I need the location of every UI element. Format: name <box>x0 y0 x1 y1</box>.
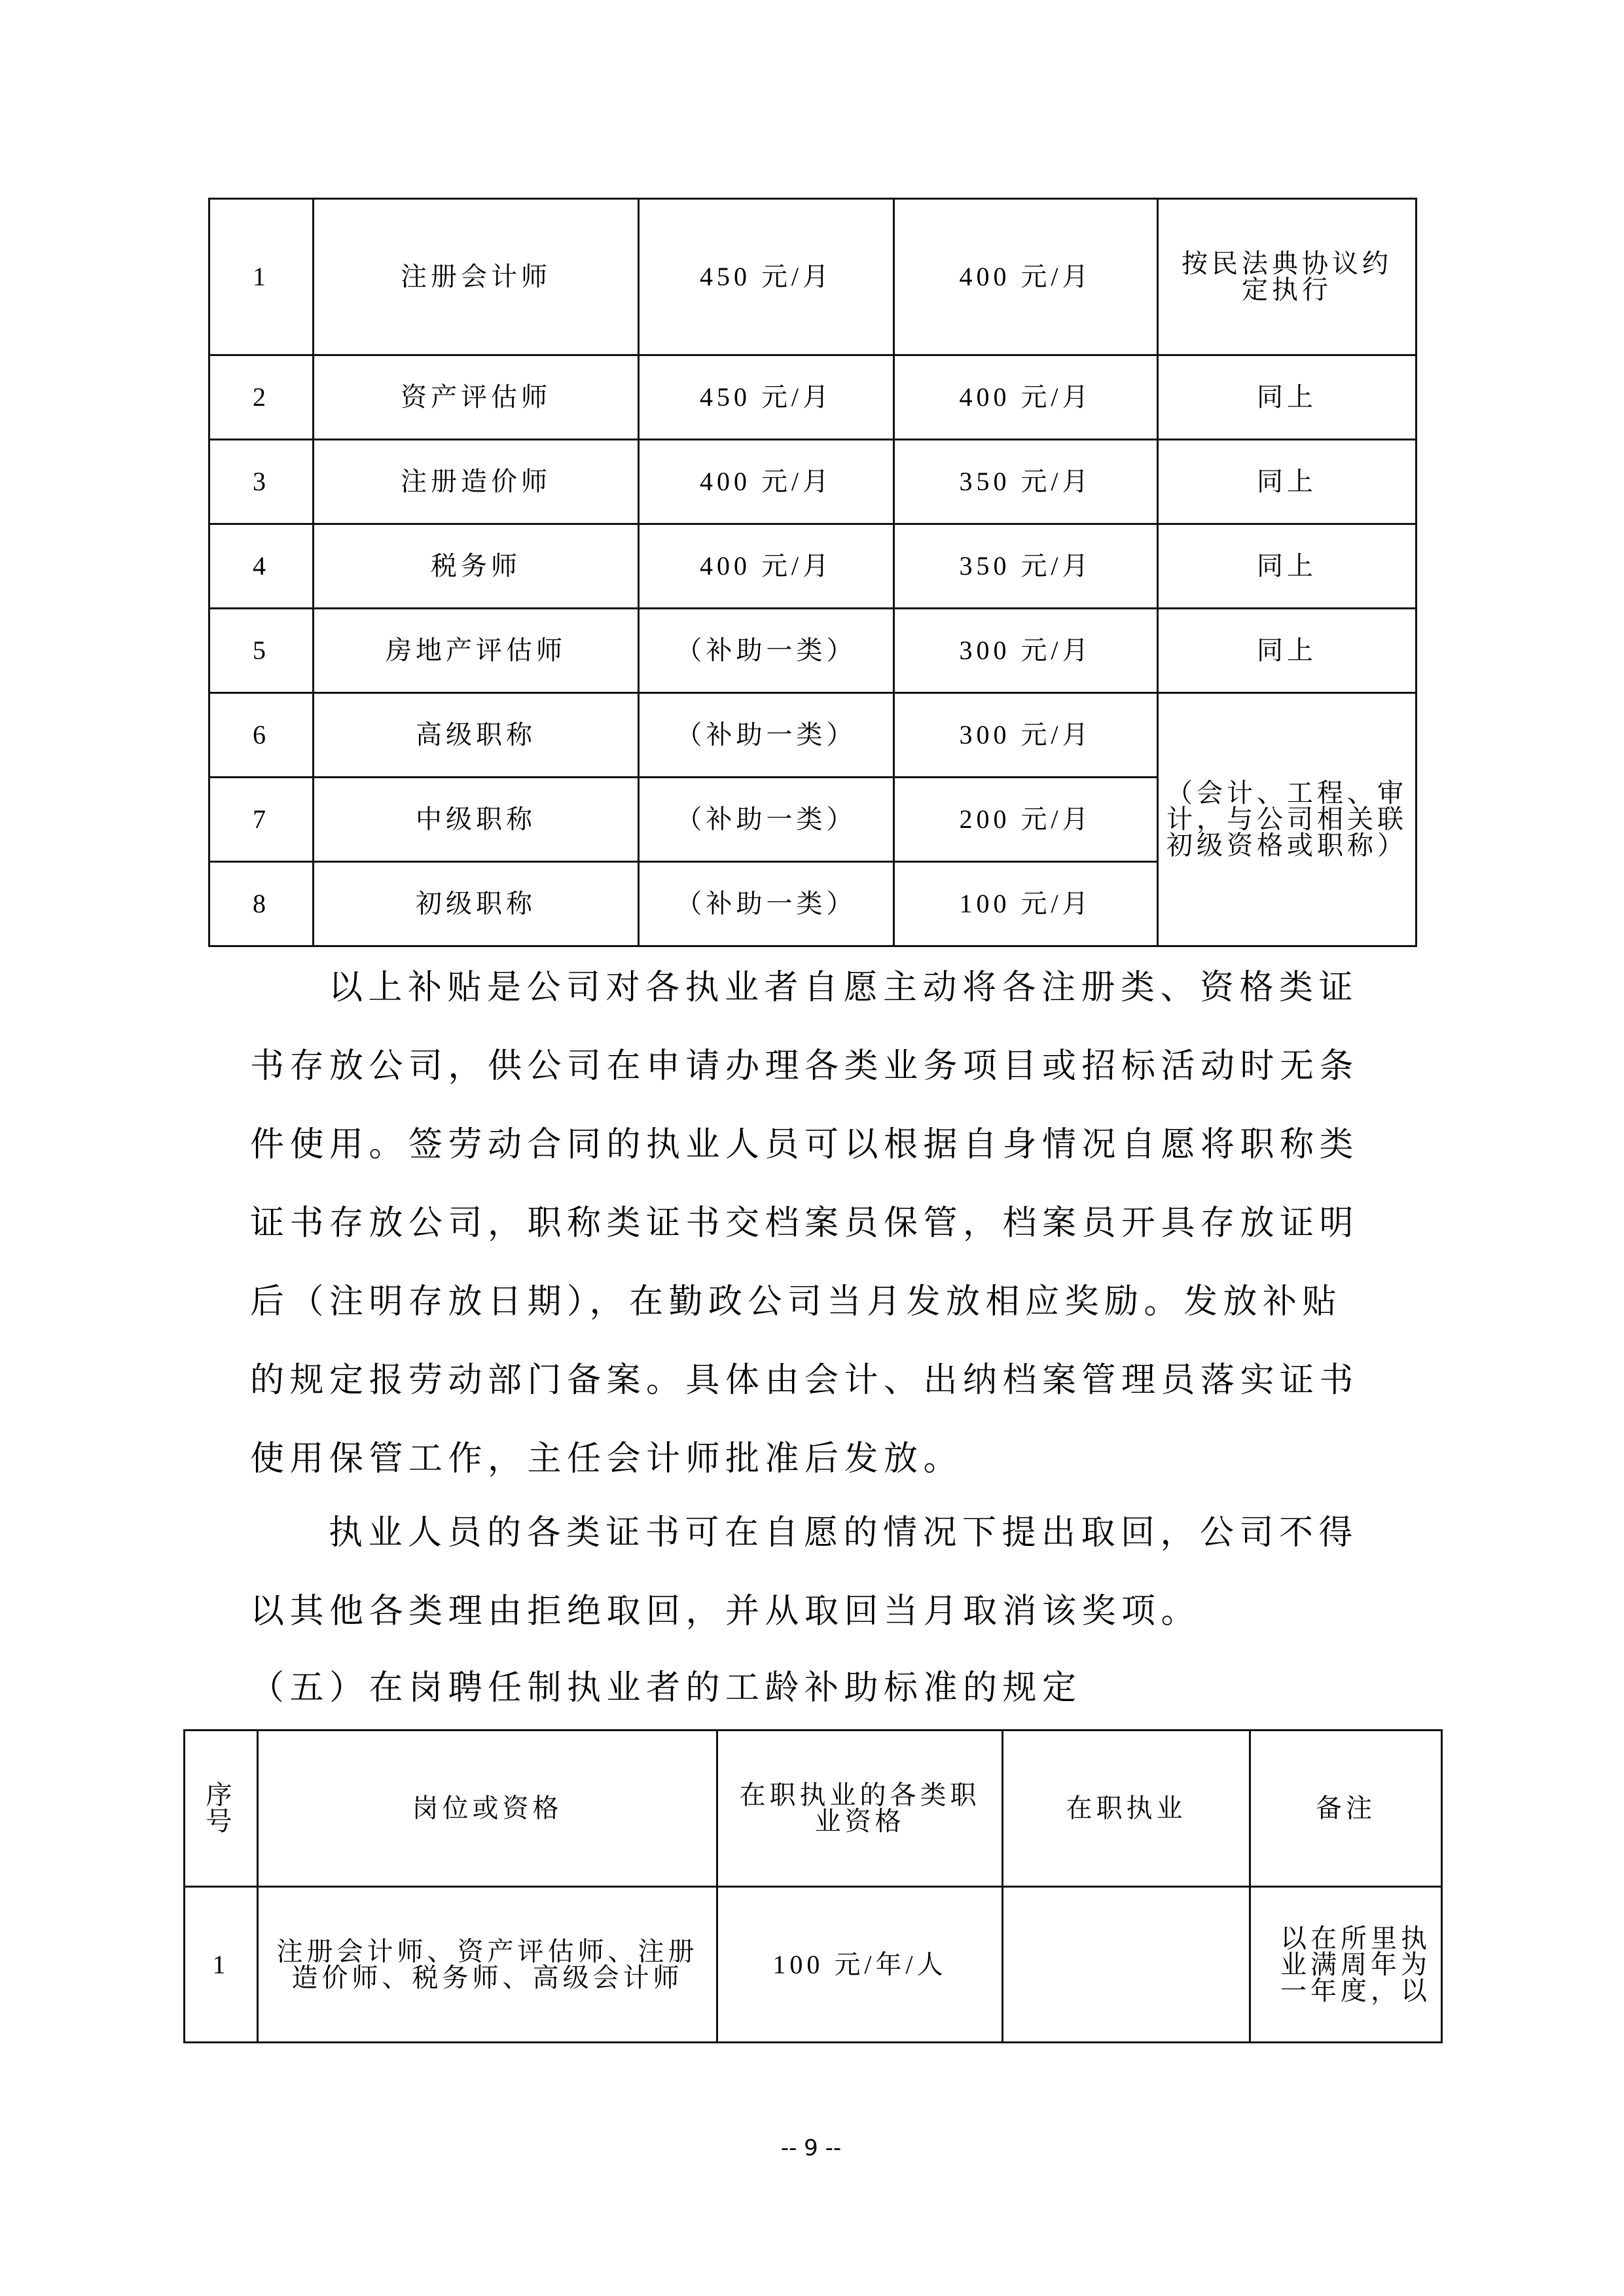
remark-line: 以在所里执 <box>1280 1923 1431 1953</box>
remark-line: 业满周年为 <box>1280 1949 1431 1979</box>
header-line: 号 <box>206 1806 236 1836</box>
table-row <box>209 440 1416 524</box>
certificate-title: 税务师 <box>314 524 639 609</box>
subsidy-amount-b: 300 元/月 <box>894 609 1158 693</box>
position-line: 造价师、税务师、高级会计师 <box>291 1962 683 1992</box>
paragraph-line: 以上补贴是公司对各执业者自愿主动将各注册类、资格类证 <box>329 969 1359 1007</box>
subsidy-amount-a: （补助一类） <box>639 862 894 946</box>
paragraph-certificate-withdrawal <box>250 1494 1363 1651</box>
paragraph-line: 证书存放公司，职称类证书交档案员保管，档案员开具存放证明 <box>250 1205 1360 1242</box>
remark-cell: 同上 <box>1158 355 1416 440</box>
paragraph-line: 书存放公司，供公司在申请办理各类业务项目或招标活动时无条 <box>250 1048 1360 1085</box>
position-cell <box>258 1887 717 2043</box>
subsidy-amount-b: 100 元/月 <box>894 862 1158 946</box>
remark-line: 计，与公司相关联 <box>1166 804 1407 834</box>
seniority-subsidy-table <box>183 1729 1443 2043</box>
paragraph-line: 以其他各类理由拒绝取回，并从取回当月取消该奖项。 <box>250 1593 1201 1630</box>
subsidy-amount-a: 450 元/月 <box>639 355 894 440</box>
table-row <box>209 199 1416 355</box>
row-number: 4 <box>209 524 314 609</box>
header-position: 岗位或资格 <box>258 1731 717 1887</box>
paragraph-subsidy-explanation <box>250 949 1363 1499</box>
row-number: 1 <box>185 1887 258 2043</box>
remark-line: 按民法典协议约 <box>1182 249 1392 278</box>
certificate-title: 房地产评估师 <box>314 609 639 693</box>
subsidy-amount-a: 400 元/月 <box>639 524 894 609</box>
row-number: 5 <box>209 609 314 693</box>
subsidy-amount-b: 400 元/月 <box>894 355 1158 440</box>
header-line: 序 <box>206 1780 236 1810</box>
subsidy-amount-b: 300 元/月 <box>894 693 1158 778</box>
header-line: 在职执业的各类职 <box>739 1780 981 1810</box>
header-qualification <box>717 1731 1003 1887</box>
section-heading: （五）在岗聘任制执业者的工龄补助标准的规定 <box>250 1670 1082 1707</box>
table-row <box>209 524 1416 609</box>
certificate-title: 高级职称 <box>314 693 639 778</box>
row-number: 1 <box>209 199 314 355</box>
table-row <box>185 1887 1442 2043</box>
table-row <box>209 609 1416 693</box>
header-line: 业资格 <box>814 1806 905 1836</box>
on-job-cell <box>1003 1887 1250 2043</box>
remark-line: （会计、工程、审 <box>1166 778 1407 808</box>
subsidy-amount-b: 350 元/月 <box>894 524 1158 609</box>
remark-cell: 同上 <box>1158 440 1416 524</box>
remark-line: 一年度，以 <box>1280 1975 1431 2005</box>
remark-cell <box>1250 1887 1442 2043</box>
subsidy-amount-b: 200 元/月 <box>894 778 1158 862</box>
row-number: 8 <box>209 862 314 946</box>
page-number: -- 9 -- <box>780 2135 842 2161</box>
certificate-title: 初级职称 <box>314 862 639 946</box>
certificate-title: 资产评估师 <box>314 355 639 440</box>
qualification-subsidy: 100 元/年/人 <box>717 1887 1003 2043</box>
row-number: 3 <box>209 440 314 524</box>
remark-line: 定执行 <box>1242 275 1332 304</box>
subsidy-amount-a: （补助一类） <box>639 693 894 778</box>
remark-line: 初级资格或职称） <box>1166 831 1407 860</box>
header-serial-number <box>185 1731 258 1887</box>
remark-cell: 同上 <box>1158 524 1416 609</box>
row-number: 7 <box>209 778 314 862</box>
paragraph-line: 件使用。签劳动合同的执业人员可以根据自身情况自愿将职称类 <box>250 1126 1360 1164</box>
subsidy-table <box>208 198 1417 947</box>
subsidy-amount-a: （补助一类） <box>639 609 894 693</box>
subsidy-amount-b: 350 元/月 <box>894 440 1158 524</box>
table-row <box>209 355 1416 440</box>
paragraph-line: 的规定报劳动部门备案。具体由会计、出纳档案管理员落实证书 <box>250 1362 1360 1399</box>
header-remark: 备注 <box>1250 1731 1442 1887</box>
subsidy-amount-a: 450 元/月 <box>639 199 894 355</box>
merged-remark-cell <box>1158 693 1416 946</box>
table-header-row <box>185 1731 1442 1887</box>
certificate-title: 中级职称 <box>314 778 639 862</box>
row-number: 6 <box>209 693 314 778</box>
remark-cell: 同上 <box>1158 609 1416 693</box>
position-line: 注册会计师、资产评估师、注册 <box>276 1936 698 1966</box>
table-row <box>209 693 1416 778</box>
subsidy-amount-b: 400 元/月 <box>894 199 1158 355</box>
header-on-job: 在职执业 <box>1003 1731 1250 1887</box>
remark-cell <box>1158 199 1416 355</box>
certificate-title: 注册会计师 <box>314 199 639 355</box>
row-number: 2 <box>209 355 314 440</box>
paragraph-line: 后（注明存放日期），在勤政公司当月发放相应奖励。发放补贴 <box>250 1283 1343 1321</box>
certificate-title: 注册造价师 <box>314 440 639 524</box>
subsidy-amount-a: 400 元/月 <box>639 440 894 524</box>
paragraph-line: 执业人员的各类证书可在自愿的情况下提出取回，公司不得 <box>329 1515 1359 1552</box>
subsidy-amount-a: （补助一类） <box>639 778 894 862</box>
paragraph-line: 使用保管工作，主任会计师批准后发放。 <box>250 1441 964 1478</box>
